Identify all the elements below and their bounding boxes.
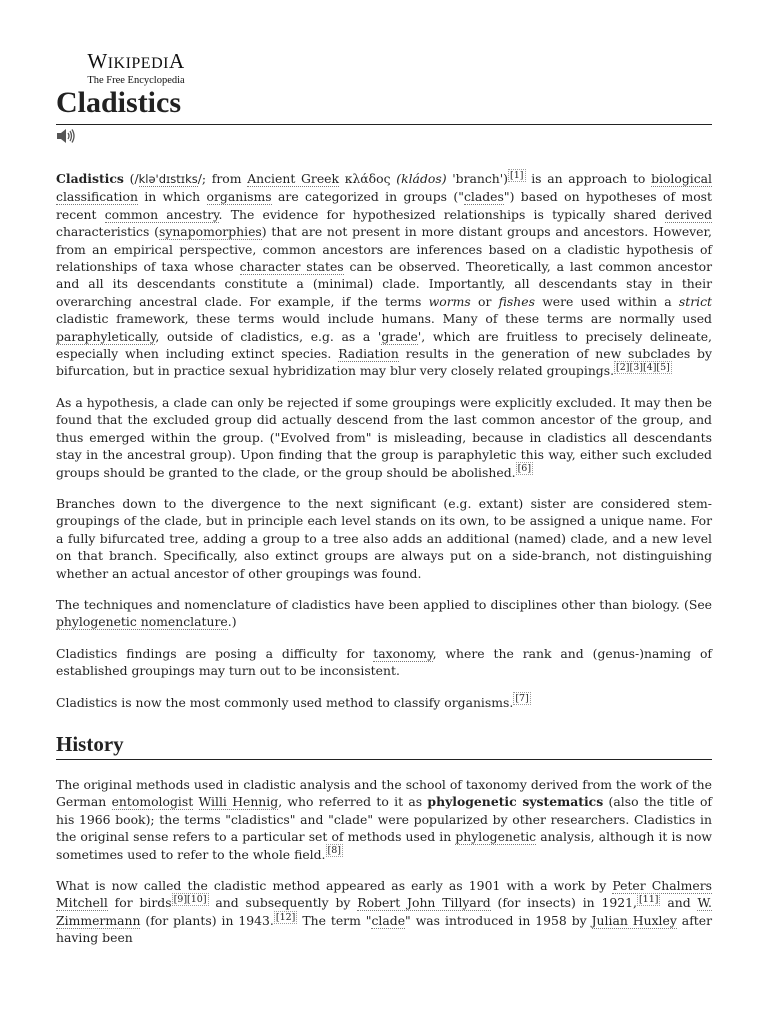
- logo-tagline: The Free Encyclopedia: [87, 75, 185, 86]
- ref-link[interactable]: [9][10]: [173, 894, 207, 906]
- link-julian-huxley[interactable]: Julian Huxley: [591, 912, 677, 928]
- link-phylogenetic[interactable]: phylogenetic: [455, 829, 537, 845]
- article-body: [56, 170, 712, 961]
- link-willi-hennig[interactable]: Willi Hennig: [198, 794, 279, 810]
- link-clades[interactable]: clades: [463, 189, 504, 205]
- intro-paragraph-3: Branches down to the divergence to the next significant (e.g. extant) sister are considered stem-groupings of the clade, but in principle each level stands on its own, to be assigned a unique name. For a fully bifurcated tree, adding a group to a tree also adds an additional (named) clade, and a new level on that branch. Specifically, also extinct groups are always put on a side-branch, not distinguishing whether an actual ancestor of other groupings was found.: [56, 495, 712, 581]
- link-character-states[interactable]: character states: [239, 259, 344, 275]
- ref-link[interactable]: [1]: [510, 169, 524, 181]
- link-organisms[interactable]: organisms: [206, 189, 272, 205]
- ref-link[interactable]: [6]: [517, 463, 532, 475]
- pronunciation-link[interactable]: klə'dɪstɪks: [138, 172, 198, 186]
- link-common-ancestry[interactable]: common ancestry: [104, 206, 219, 222]
- ref-link[interactable]: [2][3][4][5]: [616, 362, 670, 374]
- link-synapomorphies[interactable]: synapomorphies: [158, 224, 262, 240]
- link-peter-chalmers-mitchell[interactable]: Peter Chalmers Mitchell: [56, 878, 712, 911]
- link-derived[interactable]: derived: [664, 206, 713, 222]
- history-paragraph-1: The original methods used in cladistic analysis and the school of taxonomy derived from the work of the German entomologist Willi Hennig, who referred to it as phylogenetic systematics (also the title of his 1966 book); the terms "cladistics" and "clade" were popularized by other researchers. Cladistics in the original sense refers to a particular set of methods used in phylogenetic analysis, although it is now sometimes used to refer to the whole field. [8]: [56, 776, 713, 862]
- page-title: Cladistics: [56, 84, 712, 125]
- link-robert-john-tillyard[interactable]: Robert John Tillyard: [357, 895, 491, 911]
- intro-paragraph-5: Cladistics findings are posing a difficulty for taxonomy, where the rank and (genus-)naming of established groupings may turn out to be inconsistent.: [56, 645, 712, 679]
- link-biological-classification[interactable]: biological classification: [56, 171, 713, 205]
- history-paragraph-2: What is now called the cladistic method appeared as early as 1901 with a work by Peter Chalmers Mitchell for birds [9][10] and subsequently by Robert John Tillyard (for insects) in 1921, [11] and W. Zimmermann (for plants) in 1943. [12] The term "clade" was introduced in 1958 by Julian Huxley after having been: [56, 878, 713, 946]
- speaker-icon[interactable]: [56, 128, 76, 144]
- link-paraphyletically[interactable]: paraphyletically: [56, 328, 156, 344]
- ref-link[interactable]: [7]: [515, 693, 529, 705]
- link-entomologist[interactable]: entomologist: [111, 794, 194, 810]
- link-ancient-greek[interactable]: Ancient Greek: [247, 171, 340, 186]
- intro-paragraph-6: Cladistics is now the most commonly used method to classify organisms. [7]: [56, 693, 529, 710]
- section-heading-history: History: [56, 731, 712, 760]
- intro-paragraph-1: Cladistics (/klə'dɪstɪks/; from Ancient Greek κλάδος (kládos) 'branch') [1] is an approach to biological classification in which organisms are categorized in groups ("clades") based on hypotheses of most recent common ancestry. The evidence for hypothesized relationships is typically shared derived characteristics (synapomorphies) that are not present in more distant groups and ancestors. However, from an empirical perspective, common ancestors are inferences based on a cladistic hypothesis of relationships of taxa whose character states can be observed. Theoretically, a last common ancestor and all its descendants constitute a (minimal) clade. Importantly, all descendants stay in their overarching ancestral clade. For example, if the terms worms or fishes were used within a strict cladistic framework, these terms would include humans. Many of these terms are normally used paraphyletically, outside of cladistics, e.g. as a 'grade', which are fruitless to precisely delineate, especially when including extinct species. Radiation results in the generation of new subclades by bifurcation, but in practice sexual hybridization may blur very closely related groupings. [2][3][4][5]: [56, 169, 713, 379]
- wikipedia-logo[interactable]: [78, 50, 194, 87]
- logo-wordmark: WIKIPEDIA: [87, 49, 185, 73]
- link-clade[interactable]: clade: [371, 912, 406, 928]
- ref-link[interactable]: [12]: [275, 911, 296, 923]
- link-taxonomy[interactable]: taxonomy: [373, 645, 433, 661]
- ref-link[interactable]: [11]: [638, 894, 659, 906]
- lead-term: Cladistics: [56, 171, 124, 186]
- link-grade[interactable]: grade: [381, 328, 418, 344]
- ref-link[interactable]: [8]: [327, 845, 341, 857]
- link-w-zimmermann[interactable]: W. Zimmermann: [56, 895, 712, 928]
- intro-paragraph-4: The techniques and nomenclature of cladistics have been applied to disciplines other than biology. (See phylogenetic nomenclature.): [56, 596, 712, 630]
- link-phylogenetic-nomenclature[interactable]: phylogenetic nomenclature: [56, 614, 228, 630]
- link-radiation[interactable]: Radiation: [338, 346, 399, 362]
- intro-paragraph-2: As a hypothesis, a clade can only be rejected if some groupings were explicitly excluded. It may then be found that the excluded group did actually descend from the last common ancestor of the group, and thus emerged within the group. ("Evolved from" is misleading, because in cladistics all descendants stay in the ancestral group). Upon finding that the group is paraphyletic this way, either such excluded groups should be granted to the clade, or the group should be abolished. [6]: [56, 394, 712, 480]
